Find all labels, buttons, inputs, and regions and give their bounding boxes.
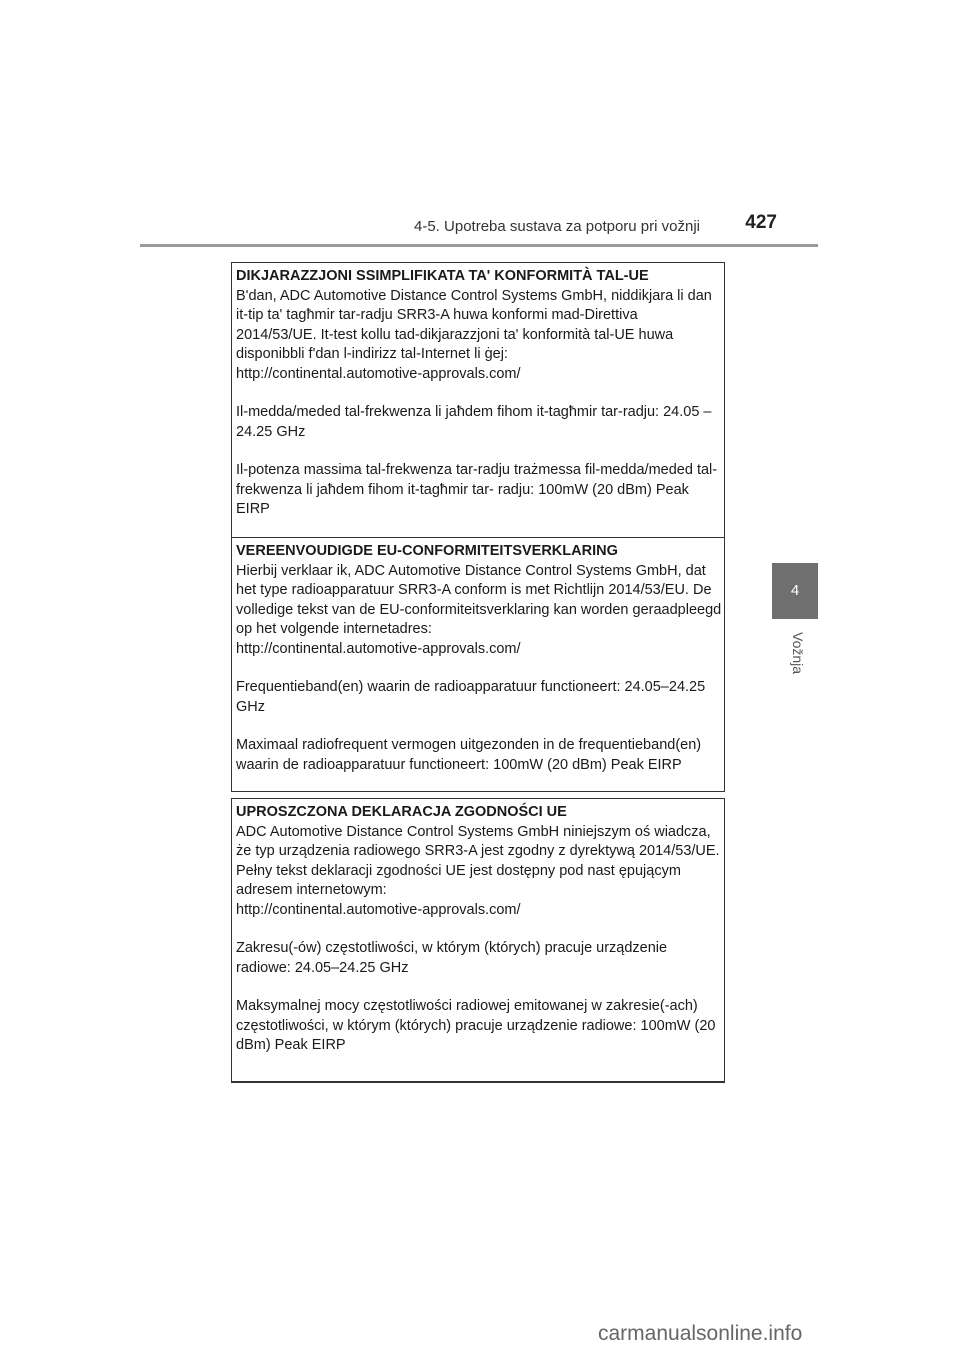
declaration-box-maltese — [231, 262, 725, 538]
page-number: 427 — [745, 212, 777, 233]
declaration-frequency: Frequentieband(en) waarin de radioapparatuur functioneert: 24.05–24.25 GHz — [236, 679, 706, 715]
section-header-title: 4-5. Upotreba sustava za potporu pri vožnji — [414, 218, 700, 235]
header-divider — [140, 244, 818, 247]
chapter-tab-number: 4 — [790, 582, 800, 599]
chapter-tab — [772, 563, 818, 619]
declaration-frequency: Zakresu(-ów) częstotliwości, w którym (których) pracuje urządzenie radiowe: 24.05–24.25 GHz — [236, 940, 668, 976]
declaration-url: http://continental.automotive-approvals.com/ — [236, 365, 521, 382]
declaration-intro: ADC Automotive Distance Control Systems GmbH niniejszym oś wiadcza, że typ urządzenia radiowego SRR3-A jest zgodny z dyrektywą 2014/53/UE. Pełny tekst deklaracji zgodności UE jest dostępny pod nast ępującym adresem internetowym: — [236, 823, 720, 898]
declaration-power: Maksymalnej mocy częstotliwości radiowej emitowanej w zakresie(-ach) częstotliwości, w którym (których) pracuje urządzenie radiowe: 100mW (20 dBm) Peak EIRP — [236, 998, 716, 1053]
declaration-url: http://continental.automotive-approvals.com/ — [236, 640, 521, 657]
declaration-title: DIKJARAZZJONI SSIMPLIFIKATA TA' KONFORMITÀ TAL-UE — [236, 268, 649, 284]
footer-watermark: carmanualsonline.info — [598, 1322, 803, 1345]
declaration-intro: B'dan, ADC Automotive Distance Control Systems GmbH, niddikjara li dan it-tip ta' tagħmir tar-radju SRR3-A huwa konformi mad-Direttiva 2014/53/UE. It-test kollu tad-dikjarazzjoni ta' konformità tal-UE huwa disponibbli f'dan l-indirizz tal-Internet li ġej: — [236, 287, 712, 362]
declaration-frequency: Il-medda/meded tal-frekwenza li jaħdem fihom it-tagħmir tar-radju: 24.05 –24.25 GHz — [236, 404, 712, 440]
declaration-intro: Hierbij verklaar ik, ADC Automotive Distance Control Systems GmbH, dat het type radioapparatuur SRR3-A conform is met Richtlijn 2014/53/EU. De volledige tekst van de EU-conformiteitsverklaring kan worden geraadpleegd op het volgende internetadres: — [236, 562, 722, 637]
declaration-url: http://continental.automotive-approvals.com/ — [236, 901, 521, 918]
declaration-power: Maximaal radiofrequent vermogen uitgezonden in de frequentieband(en) waarin de radioapparatuur functioneert: 100mW (20 dBm) Peak EIRP — [236, 737, 702, 773]
declaration-title: UPROSZCZONA DEKLARACJA ZGODNOŚCI UE — [236, 804, 567, 820]
chapter-side-label: Vožnja — [790, 632, 806, 675]
declaration-box-polish — [231, 798, 725, 1083]
declaration-box-dutch — [231, 537, 725, 792]
declaration-title: VEREENVOUDIGDE EU-CONFORMITEITSVERKLARING — [236, 543, 618, 559]
declaration-power: Il-potenza massima tal-frekwenza tar-radju trażmessa fil-medda/meded tal-frekwenza li jaħdem fihom it-tagħmir tar- radju: 100mW (20 dBm) Peak EIRP — [236, 462, 718, 517]
